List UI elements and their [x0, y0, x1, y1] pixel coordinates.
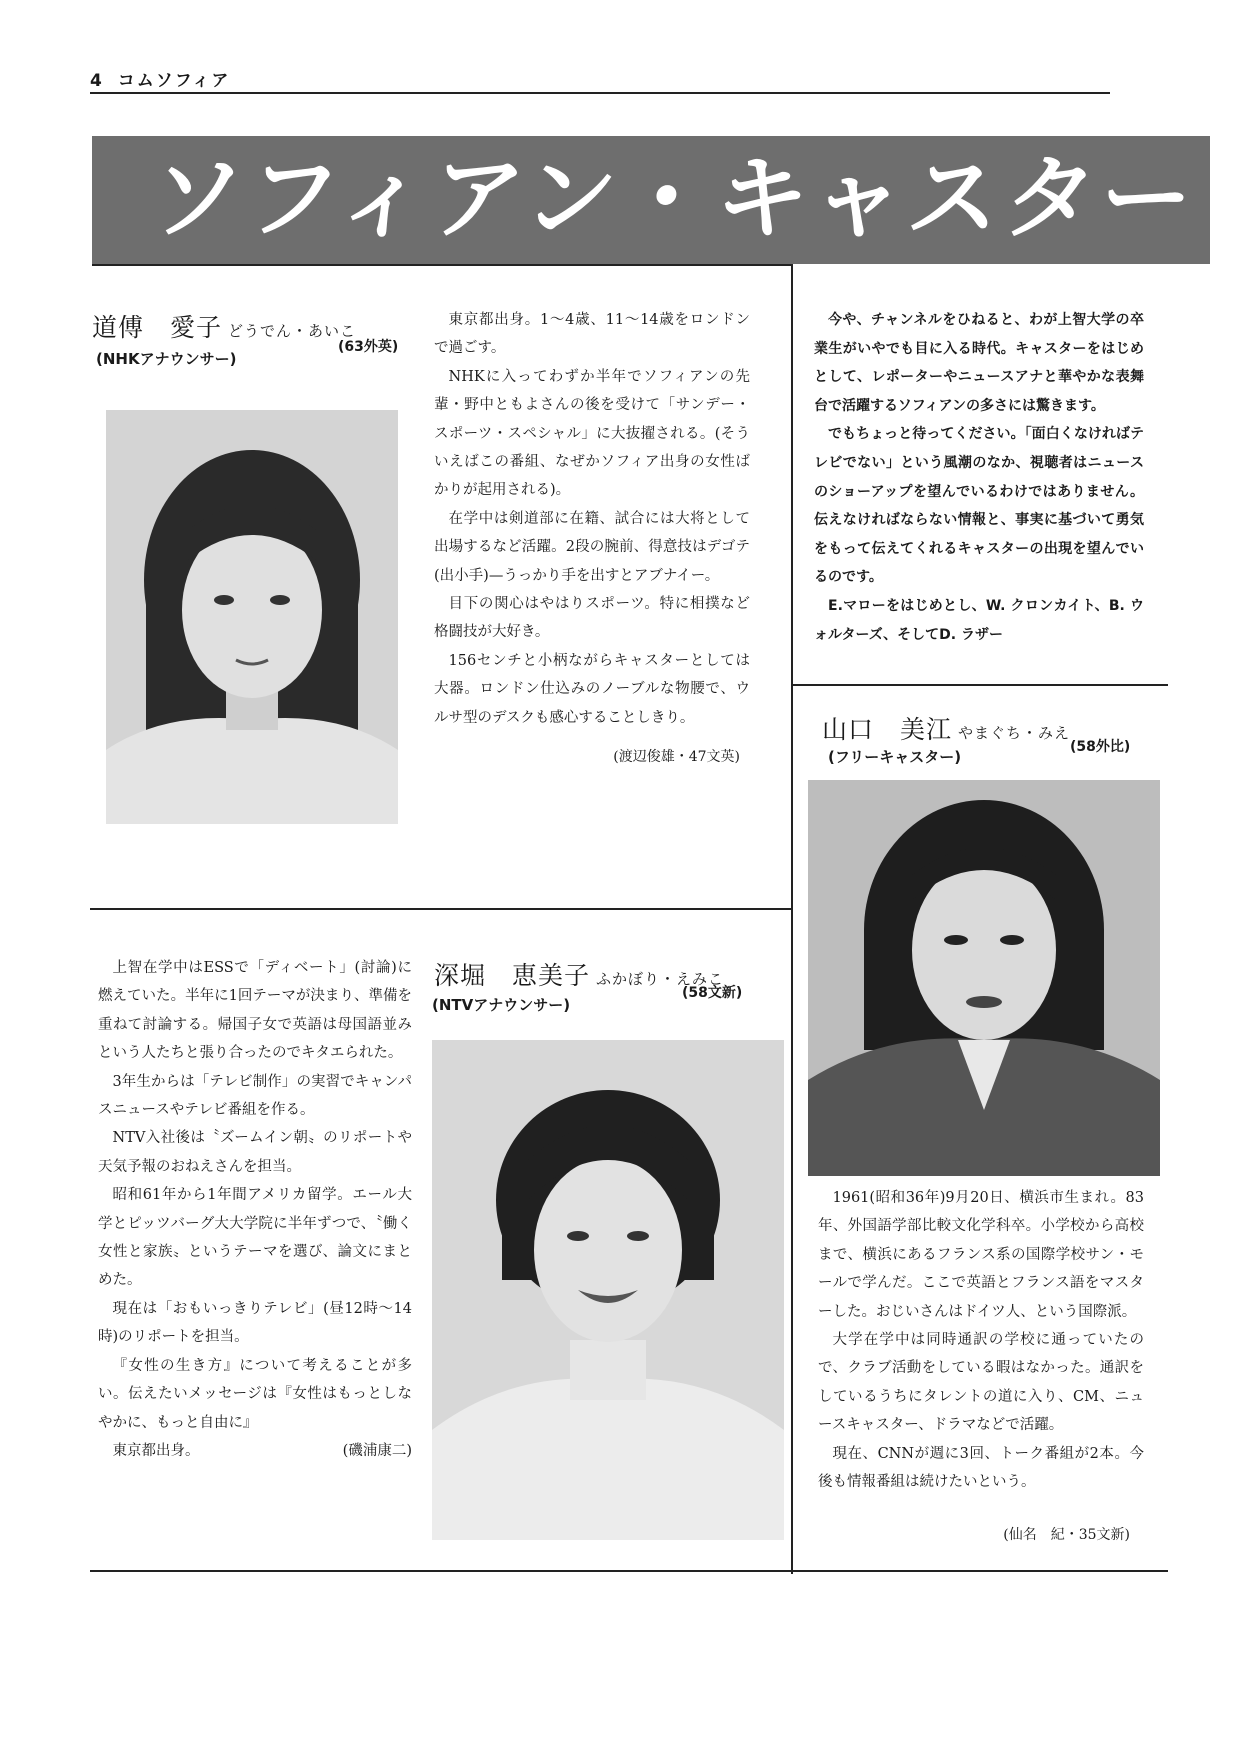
bottom-divider [90, 1570, 1168, 1572]
paragraph: NTV入社後は〝ズームイン朝〟のリポートや天気予報のおねえさんを担当。 [98, 1130, 412, 1175]
name-text: 山口 美江 [822, 715, 953, 744]
paragraph: 現在は「おもいっきりテレビ」(昼12時〜14時)のリポートを担当。 [98, 1300, 412, 1346]
editorial-text [814, 306, 1144, 649]
portrait-photo-yamaguchi [808, 780, 1160, 1176]
paragraph: 今や、チャンネルをひねると、わが上智大学の卒業生がいやでも目に入る時代。キャスターをはじめとして、レポーターやニュースアナと華やかな表舞台で活躍するソフィアンの多さには驚きます。 [814, 312, 1144, 414]
class-year-fukahori: (58文新) [682, 985, 743, 1001]
running-head [90, 66, 230, 91]
portrait-photo-icon [106, 410, 398, 824]
name-text: 深堀 恵美子 [434, 961, 591, 990]
paragraph: 昭和61年から1年間アメリカ留学。エール大学とピッツバーグ大大学院に半年ずつで、〝働く女性と家族〟というテーマを選び、論文にまとめた。 [98, 1187, 412, 1289]
left-top-divider [92, 264, 792, 266]
paragraph: NHKに入ってわずか半年でソフィアンの先輩・野中ともよさんの後を受けて「サンデー・スポーツ・スペシャル」に大抜擢される。(そういえばこの番組、なぜかソフィア出身の女性ばかりが起用される)。 [434, 368, 750, 499]
affiliation-doden: (NHKアナウンサー) [96, 350, 237, 368]
last-line-text: 東京都出身。 [112, 1442, 200, 1459]
profile-name-doden [92, 308, 356, 344]
name-kana: やまぐち・みえ [958, 724, 1071, 742]
right-section-divider [792, 684, 1168, 686]
portrait-photo-fukahori [432, 1040, 784, 1540]
portrait-photo-icon [432, 1040, 784, 1540]
class-year-doden: (63外英) [338, 339, 399, 355]
paragraph: E.マローをはじめとし、W. クロンカイト、B. ウォルターズ、そしてD. ラザー [814, 597, 1144, 643]
header-rule [90, 92, 1110, 94]
magazine-name: コムソフィア [117, 71, 231, 91]
paragraph: でもちょっと待ってください。「面白くなければテレビでない」という風潮のなか、視聴者はニュースのショーアップを望んでいるわけではありません。伝えなければならない情報と、事実に基づいて勇気をもって伝えてくれるキャスターの出現を望んでいるのです。 [814, 426, 1144, 586]
last-line [98, 1437, 412, 1465]
affiliation-yamaguchi: (フリーキャスター) [828, 748, 962, 766]
paragraph: 『女性の生き方』について考えることが多い。伝えたいメッセージは『女性はもっとしなやかに、もっと自由に』 [98, 1357, 412, 1431]
name-kana: ふかぼり・えみこ [596, 970, 725, 988]
paragraph: 1961(昭和36年)9月20日、横浜市生まれ。83年、外国語学部比較文化学科卒。小学校から高校まで、横浜にあるフランス系の国際学校サン・モールで学んだ。ここで英語とフランス語をマスターした。おじいさんはドイツ人、という国際派。 [818, 1190, 1144, 1320]
paragraph: 大学在学中は同時通訳の学校に通っていたので、クラブ活動をしている暇はなかった。通訳をしているうちにタレントの道に入り、CM、ニュースキャスター、ドラマなどで活躍。 [818, 1332, 1144, 1434]
name-kana: どうでん・あいこ [228, 322, 357, 340]
paragraph: 156センチと小柄ながらキャスターとしては大器。ロンドン仕込みのノーブルな物腰で、ウルサ型のデスクも感心することしきり。 [434, 652, 750, 726]
paragraph: 目下の関心はやはりスポーツ。特に相撲など格闘技が大好き。 [434, 596, 750, 641]
affiliation-fukahori: (NTVアナウンサー) [432, 996, 571, 1014]
paragraph: 上智在学中はESSで「ディベート」(討論)に燃えていた。半年に1回テーマが決まり、準備を重ねて討論する。帰国子女で英語は母国語並みという人たちと張り合ったのでキタエられた。 [98, 960, 412, 1062]
profile-text-yamaguchi [818, 1184, 1144, 1496]
credit-doden: (渡辺俊雄・47文英) [613, 749, 740, 765]
profile-text-doden [434, 306, 750, 732]
title-banner [92, 136, 1210, 264]
paragraph: 3年生からは「テレビ制作」の実習でキャンパスニュースやテレビ番組を作る。 [98, 1073, 412, 1119]
page-number: 4 [90, 71, 104, 91]
paragraph: 在学中は剣道部に在籍、試合には大将として出場するなど活躍。2段の腕前、得意技はデゴテ(出小手)—うっかり手を出すとアブナイー。 [434, 510, 750, 584]
portrait-photo-doden [106, 410, 398, 824]
paragraph: 東京都出身。1〜4歳、11〜14歳をロンドンで過ごす。 [434, 312, 750, 357]
profile-name-fukahori [434, 956, 724, 992]
center-vertical-rule [791, 264, 793, 1574]
portrait-photo-icon [808, 780, 1160, 1176]
profile-name-yamaguchi [822, 710, 1070, 746]
credit-yamaguchi: (仙名 紀・35文新) [1003, 1527, 1130, 1543]
paragraph: 現在、CNNが週に3回、トーク番組が2本。今後も情報番組は続けたいという。 [818, 1445, 1144, 1491]
middle-left-divider [90, 908, 792, 910]
profile-text-fukahori [98, 954, 412, 1465]
credit-fukahori: (磯浦康二) [342, 1442, 412, 1459]
name-text: 道傅 愛子 [92, 313, 223, 342]
class-year-yamaguchi: (58外比) [1070, 739, 1131, 755]
banner-title: ソフィアン・キャスター [145, 145, 1202, 252]
